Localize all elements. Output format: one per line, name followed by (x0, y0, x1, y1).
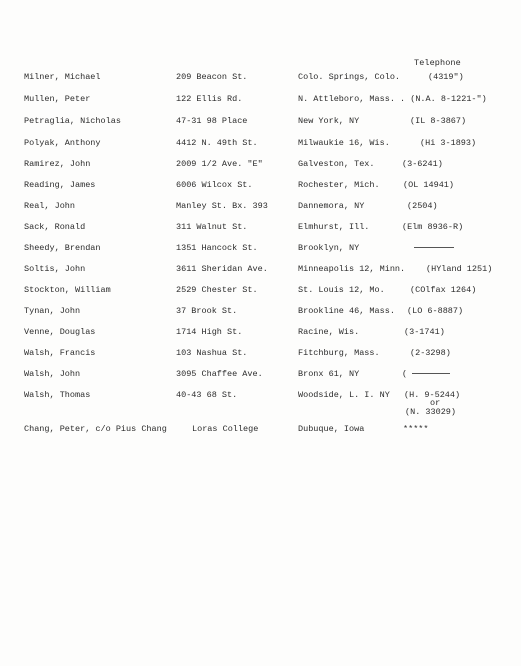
entry-address: Manley St. Bx. 393 (176, 201, 268, 211)
directory-entry-row (0, 369, 521, 383)
alt-telephone: (N. 33029) (405, 407, 457, 417)
entry-name: Mullen, Peter (24, 94, 91, 104)
entry-name: Ramirez, John (24, 159, 91, 169)
telephone-blank-line (412, 373, 450, 374)
directory-entry-row (0, 201, 521, 215)
entry-city: Colo. Springs, Colo. (298, 72, 401, 82)
entry-address: 40-43 68 St. (176, 390, 238, 400)
entry-city: N. Attleboro, Mass. . (N.A. 8-1221-") (298, 94, 487, 104)
directory-entry-row (0, 390, 521, 404)
directory-entry-row (0, 243, 521, 257)
directory-entry-row (0, 116, 521, 130)
entry-city: Minneapolis 12, Minn. (298, 264, 406, 274)
directory-entry-row (0, 138, 521, 152)
directory-entry-row (0, 159, 521, 173)
directory-entry-row (0, 348, 521, 362)
entry-name: Petraglia, Nicholas (24, 116, 121, 126)
entry-name: Tynan, John (24, 306, 81, 316)
entry-telephone: ***** (403, 424, 429, 434)
entry-telephone: (Hi 3-1893) (420, 138, 477, 148)
entry-name: Sack, Ronald (24, 222, 86, 232)
entry-name: Stockton, William (24, 285, 111, 295)
entry-address: 103 Nashua St. (176, 348, 248, 358)
entry-address: 2529 Chester St. (176, 285, 258, 295)
directory-entry-row (0, 72, 521, 86)
entry-telephone: (HYland 1251) (426, 264, 493, 274)
alt-telephone-or-label: or (430, 398, 441, 408)
entry-telephone: (OL 14941) (403, 180, 455, 190)
entry-address: 1714 High St. (176, 327, 243, 337)
entry-city: Fitchburg, Mass. (298, 348, 380, 358)
entry-city: Galveston, Tex. (298, 159, 375, 169)
entry-name: Milner, Michael (24, 72, 101, 82)
telephone-blank-line (414, 247, 454, 248)
entry-telephone: (H. 9-5244) (404, 390, 461, 400)
entry-address: Loras College (192, 424, 259, 434)
entry-address: 311 Walnut St. (176, 222, 248, 232)
directory-entry-row (0, 327, 521, 341)
entry-city: Dannemora, NY (298, 201, 365, 211)
entry-address: 2009 1/2 Ave. "E" (176, 159, 263, 169)
telephone-column-header: Telephone (414, 58, 461, 68)
entry-name: Walsh, Thomas (24, 390, 91, 400)
entry-city: Brookline 46, Mass. (298, 306, 395, 316)
footer-entry-row (0, 424, 521, 438)
entry-name: Soltis, John (24, 264, 86, 274)
entry-name: Reading, James (24, 180, 96, 190)
directory-entry-row (0, 264, 521, 278)
entry-city: New York, NY (298, 116, 360, 126)
entry-city: Milwaukie 16, Wis. (298, 138, 390, 148)
entry-telephone: (COlfax 1264) (410, 285, 477, 295)
entry-city: Rochester, Mich. (298, 180, 380, 190)
entry-name: Venne, Douglas (24, 327, 96, 337)
entry-address: 1351 Hancock St. (176, 243, 258, 253)
directory-entry-row (0, 222, 521, 236)
entry-city: St. Louis 12, Mo. (298, 285, 385, 295)
entry-address: 37 Brook St. (176, 306, 238, 316)
entry-city: Dubuque, Iowa (298, 424, 365, 434)
entry-address: 6006 Wilcox St. (176, 180, 253, 190)
directory-entry-row (0, 306, 521, 320)
entry-telephone: (2-3298) (410, 348, 451, 358)
entry-name: Polyak, Anthony (24, 138, 101, 148)
entry-city: Elmhurst, Ill. (298, 222, 370, 232)
entry-address: 47-31 98 Place (176, 116, 248, 126)
entry-city: Bronx 61, NY (298, 369, 360, 379)
entry-name: Walsh, John (24, 369, 81, 379)
entry-city: Brooklyn, NY (298, 243, 360, 253)
entry-telephone: (4319") (428, 72, 464, 82)
entry-name: Sheedy, Brendan (24, 243, 101, 253)
entry-name: Real, John (24, 201, 76, 211)
entry-telephone: ( (402, 369, 408, 379)
entry-address: 4412 N. 49th St. (176, 138, 258, 148)
entry-telephone: (3-1741) (404, 327, 445, 337)
directory-entry-row (0, 94, 521, 108)
entry-city: Woodside, L. I. NY (298, 390, 390, 400)
directory-entry-row (0, 180, 521, 194)
entry-telephone: (Elm 8936-R) (402, 222, 464, 232)
entry-address: 122 Ellis Rd. (176, 94, 243, 104)
entry-address: 209 Beacon St. (176, 72, 248, 82)
directory-entry-row (0, 285, 521, 299)
entry-address: 3611 Sheridan Ave. (176, 264, 268, 274)
entry-telephone: (IL 8-3867) (410, 116, 467, 126)
entry-name: Walsh, Francis (24, 348, 96, 358)
entry-city: Racine, Wis. (298, 327, 360, 337)
entry-address: 3095 Chaffee Ave. (176, 369, 263, 379)
entry-telephone: (2504) (407, 201, 438, 211)
entry-telephone: (3-6241) (402, 159, 443, 169)
entry-name: Chang, Peter, c/o Pius Chang (24, 424, 167, 434)
entry-telephone: (LO 6-8887) (407, 306, 464, 316)
